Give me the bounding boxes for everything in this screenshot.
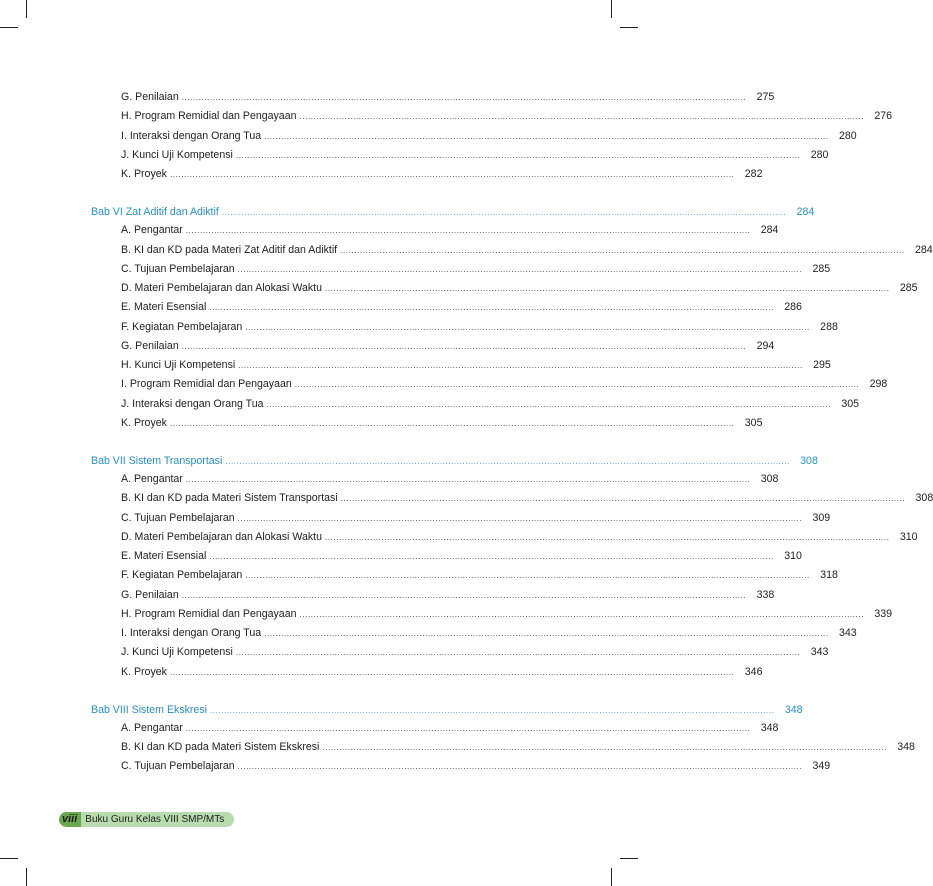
toc-entry[interactable] [121,588,775,602]
toc-entry-page: 305 [841,397,860,410]
toc-entry[interactable] [121,129,857,143]
toc-entry[interactable] [121,320,838,334]
toc-entry-label: E. Materi Esensial [121,301,207,314]
dot-leader: ........................................................................................................................................................................................................ [237,513,803,523]
toc-entry[interactable] [121,397,860,411]
toc-entry-page: 348 [784,703,803,716]
dot-leader: ........................................................................................................................................................................................................ [235,648,801,658]
toc-entry[interactable] [121,378,888,391]
crop-mark-bottom-left-h [0,858,18,859]
toc-entry-label: I. Interaksi dengan Orang Tua [121,129,262,142]
dot-leader: ........................................................................................................................................................................................................ [237,264,803,274]
toc-entry-page: 308 [915,492,933,505]
dot-leader: ........................................................................................................................................................................................................ [264,131,829,141]
toc-entry-page: 348 [897,741,915,753]
toc-entry[interactable] [121,224,779,237]
toc-entry-page: 284 [796,206,815,219]
dot-leader: ........................................................................................................................................................................................................ [322,743,887,752]
toc-entry[interactable] [121,741,915,754]
dot-leader: ........................................................................................................................................................................................................ [299,112,865,122]
toc-entry-label: B. KI dan KD pada Materi Sistem Ekskresi [121,741,320,753]
toc-entry-page: 308 [800,455,818,467]
toc-entry-page: 339 [874,607,893,620]
toc-entry-page: 343 [810,646,829,659]
toc-entry[interactable] [121,110,893,123]
crop-mark-top-left-v [26,0,27,18]
toc-entry-page: 275 [756,91,775,103]
dot-leader: ........................................................................................................................................................................................................ [299,609,865,619]
toc-entry-page: 284 [760,224,779,237]
dot-leader: ........................................................................................................................................................................................................ [245,571,810,581]
dot-leader: ........................................................................................................................................................................................................ [209,303,774,313]
dot-leader: ........................................................................................................................................................................................................ [264,629,829,638]
toc-entry-page: 310 [899,530,918,543]
toc-entry-label: I. Interaksi dengan Orang Tua [121,627,262,639]
toc-entry-page: 280 [839,129,857,142]
toc-entry[interactable] [121,569,838,582]
toc-entry-page: 280 [810,148,829,161]
dot-leader: ........................................................................................................................................................................................................ [169,667,735,677]
toc-entry-page: 276 [874,110,893,123]
dot-leader: ........................................................................................................................................................................................................ [238,361,803,370]
toc-entry-page: 282 [744,168,763,180]
toc-entry[interactable] [121,492,933,505]
toc-entry[interactable] [121,91,775,104]
dot-leader: ........................................................................................................................................................................................................ [237,762,803,772]
toc-entry-page: 349 [812,760,831,773]
dot-leader: ........................................................................................................................................................................................................ [209,705,775,715]
dot-leader: ........................................................................................................................................................................................................ [169,418,735,428]
toc-entry-page: 305 [744,416,763,429]
toc-entry-page: 348 [760,721,779,734]
toc-entry[interactable] [121,530,918,544]
toc-entry[interactable] [121,721,779,735]
crop-mark-top-left-h [0,27,18,28]
toc-entry[interactable] [121,148,829,162]
toc-entry-page: 343 [839,627,857,639]
dot-leader: ........................................................................................................................................................................................................ [266,399,832,409]
toc-entry-label: A. Pengantar [121,721,183,734]
toc-entry-page: 309 [812,511,831,524]
toc-entry-label: C. Tujuan Pembelajaran [121,511,235,524]
page-footer [59,812,249,827]
toc-entry-label: K. Proyek [121,168,167,180]
toc-entry[interactable] [121,627,857,640]
toc-entry-label: K. Proyek [121,416,167,429]
dot-leader: ........................................................................................................................................................................................................ [221,208,787,218]
page-number: viii [59,812,81,827]
toc-entry-label: Bab VI Zat Aditif dan Adiktif [91,206,219,219]
toc-entry[interactable] [121,511,831,525]
dot-leader: ........................................................................................................................................................................................................ [340,245,905,255]
toc-entry-label: H. Kunci Uji Kompetensi [121,359,236,371]
toc-entry-label: A. Pengantar [121,224,183,237]
toc-entry-label: D. Materi Pembelajaran dan Alokasi Waktu [121,282,322,294]
toc-entry-label: I. Program Remidial dan Pengayaan [121,378,292,391]
toc-entry-label: G. Penilaian [121,588,179,601]
toc-entry[interactable] [121,339,775,353]
toc-entry-label: G. Penilaian [121,339,179,352]
dot-leader: ........................................................................................................................................................................................................ [340,494,906,504]
toc-entry[interactable] [121,243,933,257]
toc-chapter-entry[interactable] [91,455,818,468]
toc-entry[interactable] [121,646,829,659]
toc-entry[interactable] [121,301,802,314]
toc-entry-page: 318 [820,569,838,582]
toc-entry-label: H. Program Remidial dan Pengayaan [121,110,297,123]
dot-leader: ........................................................................................................................................................................................................ [294,380,860,390]
dot-leader: ........................................................................................................................................................................................................ [181,93,747,102]
toc-entry-label: J. Interaksi dengan Orang Tua [121,397,264,410]
toc-entry-label: K. Proyek [121,665,167,678]
toc-entry[interactable] [121,416,763,430]
toc-entry[interactable] [121,168,763,181]
toc-entry[interactable] [121,760,831,773]
toc-entry[interactable] [121,665,763,679]
dot-leader: ........................................................................................................................................................................................................ [181,341,747,351]
dot-leader: ........................................................................................................................................................................................................ [169,170,735,179]
dot-leader: ........................................................................................................................................................................................................ [181,590,747,600]
toc-entry-label: J. Kunci Uji Kompetensi [121,148,233,161]
toc-entry-page: 288 [820,320,838,333]
crop-mark-bottom-right-h [620,858,638,859]
toc-entry-page: 285 [812,262,831,275]
toc-entry-label: B. KI dan KD pada Materi Zat Aditif dan Adiktif [121,243,338,256]
crop-mark-bottom-right-v [611,868,612,886]
dot-leader: ........................................................................................................................................................................................................ [185,475,751,484]
toc-entry-page: 298 [869,378,888,391]
toc-entry-label: Bab VII Sistem Transportasi [91,455,223,467]
toc-entry[interactable] [121,282,918,295]
toc-entry-label: B. KI dan KD pada Materi Sistem Transportasi [121,492,338,505]
dot-leader: ........................................................................................................................................................................................................ [225,457,790,466]
toc-entry-page: 284 [914,243,933,256]
toc-entry-page: 294 [756,339,775,352]
toc-entry[interactable] [121,607,893,621]
toc-entry-label: F. Kegiatan Pembelajaran [121,569,243,582]
toc-entry-label: E. Materi Esensial [121,550,207,562]
toc-entry[interactable] [121,550,802,563]
toc-chapter-entry[interactable] [91,703,803,717]
toc-entry-page: 286 [784,301,802,314]
toc-entry-label: C. Tujuan Pembelajaran [121,262,235,275]
toc-entry-label: A. Pengantar [121,473,183,485]
dot-leader: ........................................................................................................................................................................................................ [209,552,774,561]
toc-entry[interactable] [121,262,831,276]
toc-entry-page: 310 [784,550,802,562]
toc-entry-label: Bab VIII Sistem Ekskresi [91,703,207,716]
toc-entry-label: G. Penilaian [121,91,179,103]
crop-mark-top-right-v [611,0,612,18]
book-title: Buku Guru Kelas VIII SMP/MTs [81,812,234,827]
toc-entry-label: J. Kunci Uji Kompetensi [121,646,233,659]
toc-entry-label: D. Materi Pembelajaran dan Alokasi Waktu [121,530,322,543]
crop-mark-top-right-h [620,27,638,28]
toc-entry-page: 346 [744,665,763,678]
toc-entry-label: H. Program Remidial dan Pengayaan [121,607,297,620]
dot-leader: ........................................................................................................................................................................................................ [185,723,751,733]
toc-entry-label: F. Kegiatan Pembelajaran [121,320,243,333]
toc-entry-page: 295 [813,359,831,371]
dot-leader: ........................................................................................................................................................................................................ [185,226,751,236]
toc-chapter-entry[interactable] [91,206,815,219]
toc-entry-page: 338 [756,588,775,601]
dot-leader: ........................................................................................................................................................................................................ [245,322,810,332]
toc-entry-page: 308 [760,473,779,485]
toc-entry[interactable] [121,359,831,372]
crop-mark-bottom-left-v [26,868,27,886]
toc-entry[interactable] [121,473,779,486]
dot-leader: ........................................................................................................................................................................................................ [324,284,890,293]
toc-entry-page: 285 [899,282,918,294]
dot-leader: ........................................................................................................................................................................................................ [235,150,801,160]
toc-entry-label: C. Tujuan Pembelajaran [121,760,235,773]
dot-leader: ........................................................................................................................................................................................................ [324,532,890,542]
